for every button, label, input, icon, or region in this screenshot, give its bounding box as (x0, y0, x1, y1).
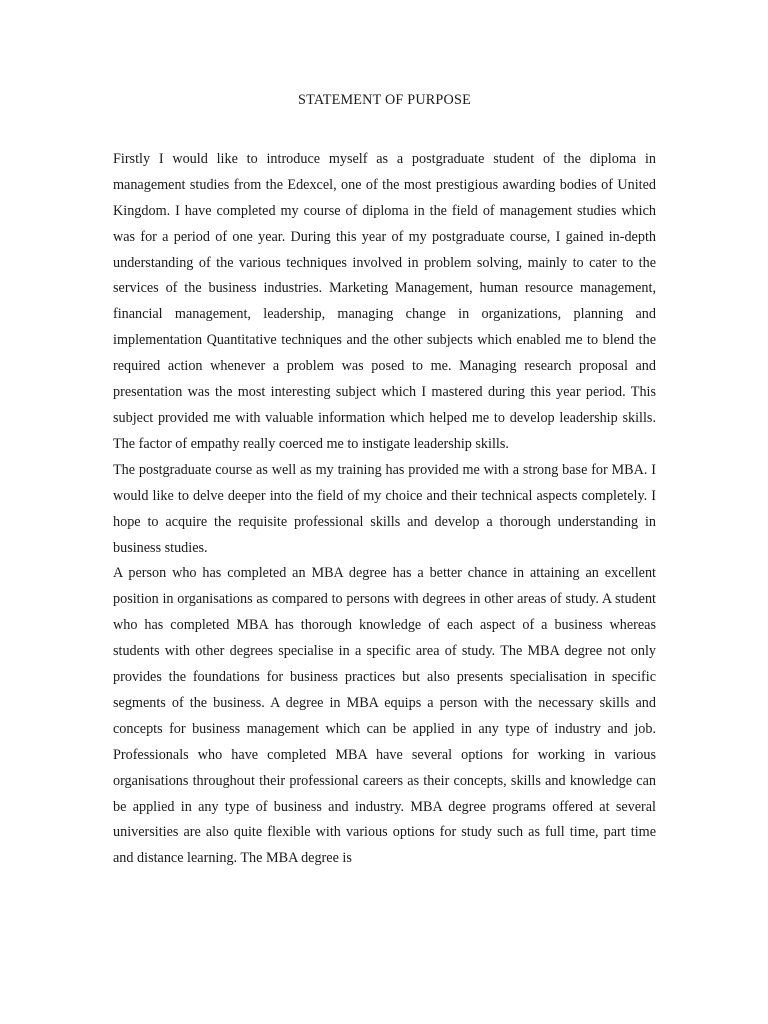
paragraph-mba-benefits: A person who has completed an MBA degree has a better chance in attaining an excellent position in organisations as compared to persons with degrees in other areas of study. A student who has completed MBA has thorough knowledge of each aspect of a business whereas students with other degrees specialise in a specific area of study. The MBA degree not only provides the foundations for business practices but also presents specialisation in specific segments of the business. A degree in MBA equips a person with the necessary skills and concepts for business management which can be applied in any type of industry and job. Professionals who have completed MBA have several options for working in various organisations throughout their professional careers as their concepts, skills and knowledge can be applied in any type of business and industry. MBA degree programs offered at several universities are also quite flexible with various options for study such as full time, part time and distance learning. The MBA degree is (113, 565, 656, 867)
paragraph-mba-foundation: The postgraduate course as well as my training has provided me with a strong base for MBA. I would like to delve deeper into the field of my choice and their technical aspects completely. I hope to acquire the requisite professional skills and develop a thorough understanding in business studies. (113, 461, 656, 556)
paragraph-introduction: Firstly I would like to introduce myself as a postgraduate student of the diploma in management studies from the Edexcel, one of the most prestigious awarding bodies of United Kingdom. I have completed my course of diploma in the field of management studies which was for a period of one year. During this year of my postgraduate course, I gained in-depth understanding of the various techniques involved in problem solving, mainly to cater to the services of the business industries. Marketing Management, human resource management, financial management, leadership, managing change in organizations, planning and implementation Quantitative techniques and the other subjects which enabled me to blend the required action whenever a problem was posed to me. Managing research proposal and presentation was the most interesting subject which I mastered during this year period. This subject provided me with valuable information which helped me to develop leadership skills. The factor of empathy really coerced me to instigate leadership skills. (113, 150, 656, 452)
page-title: STATEMENT OF PURPOSE (298, 92, 471, 108)
document-body (113, 88, 656, 872)
